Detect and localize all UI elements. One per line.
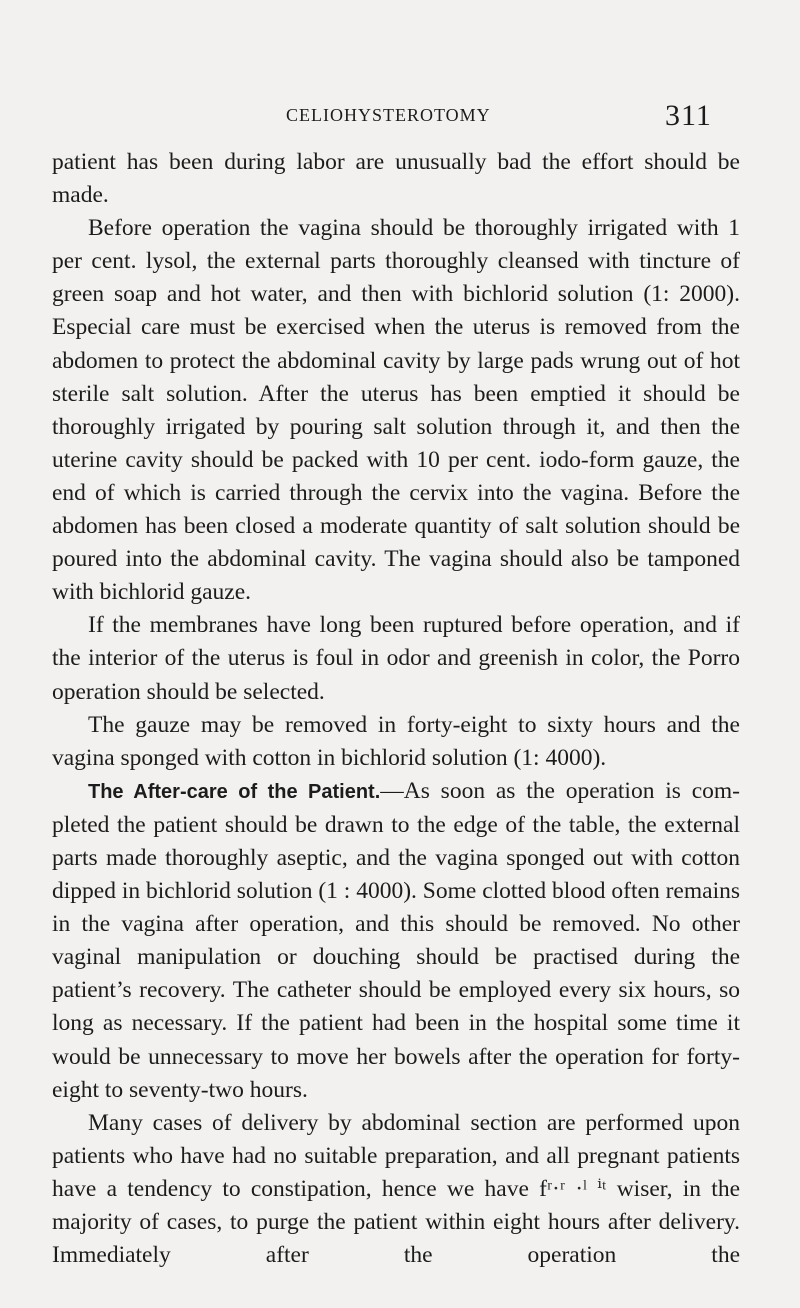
paragraph-delivery-cases: [52, 1107, 740, 1272]
running-head: [0, 101, 800, 131]
running-title: CELIOHYSTEROTOMY: [286, 105, 491, 125]
after-care-text: —As soon as the operation is com-pleted the patient should be drawn to the edge of the table, the external parts made thoroughly aseptic, and the vagina sponged out with cotton dipped in bichlorid solution (1 : 4000). Some clotted blood often remains in the vagina after operation, and this should be removed. No other vaginal manipulation or douching should be practised during the patient’s recovery. The catheter should be employed every six hours, so long as necessary. If the patient had been in the hospital some time it would be unnecessary to move her bowels after the operation for forty-eight to seventy-two hours.: [52, 777, 740, 1103]
damaged-print-fragment: ʳ·ʳ ·ˡ ⁱᵗ: [546, 1175, 607, 1202]
delivery-cases-tail: wiser, in the majority of cases, to purge the patient within eight hours after delivery. Immediately after the operation the: [52, 1175, 740, 1269]
paragraph-preoperative-irrigation: Before operation the vagina should be thoroughly irrigated with 1 per cent. lysol, the external parts thoroughly cleansed with tincture of green soap and hot water, and then with bichlorid solution (1: 2000). Especial care must be exercised when the uterus is removed from the abdomen to protect the abdominal cavity by large pads wrung out of hot sterile salt solution. After the uterus has been emptied it should be thoroughly irrigated by pouring salt solution through it, and then the uterine cavity should be packed with 10 per cent. iodo-form gauze, the end of which is carried through the cervix into the vagina. Before the abdomen has been closed a moderate quantity of salt solution should be poured into the abdominal cavity. The vagina should also be tamponed with bichlorid gauze.: [52, 215, 740, 606]
delivery-cases-text: Many cases of delivery by abdominal section are performed upon patients who have had no suitable preparation, and all pregnant patients have a tendency to constipation, hence we have f: [52, 1109, 740, 1202]
body-text: [52, 146, 740, 1272]
paragraph-porro-operation: If the membranes have long been ruptured before operation, and if the interior of the uterus is foul in odor and greenish in color, the Porro operation should be selected.: [52, 612, 740, 705]
section-heading-after-care: The After-care of the Patient.: [88, 780, 381, 803]
paragraph-after-care: [52, 775, 740, 1107]
paragraph-gauze-removal: The gauze may be removed in forty-eight to sixty hours and the vagina sponged with cotton in bichlorid solution (1: 4000).: [52, 711, 740, 771]
page-number: 311: [665, 99, 712, 132]
paragraph-continuation: patient has been during labor are unusually bad the effort should be made.: [52, 149, 740, 209]
